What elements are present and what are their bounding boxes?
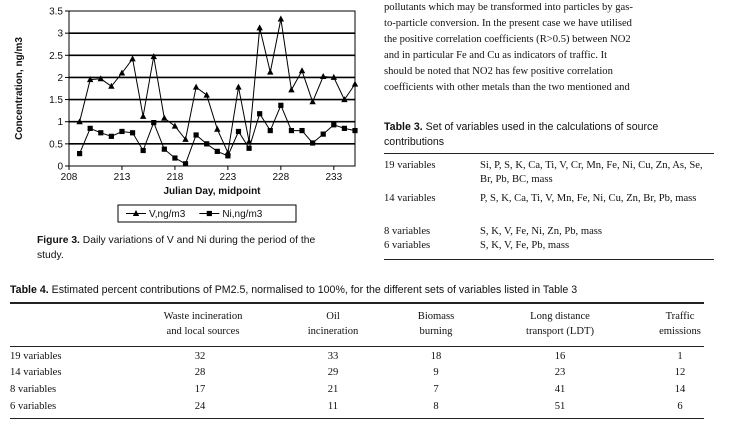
y-tick-label: 3	[57, 28, 63, 40]
v-data-point	[235, 84, 241, 90]
table4-caption	[10, 283, 725, 297]
table3-row-name: 14 variables	[384, 193, 436, 204]
x-tick-label: 228	[272, 172, 290, 183]
table4-cell: 29	[327, 367, 339, 378]
table4-cell: 11	[327, 401, 339, 412]
header-line: burning	[419, 326, 453, 337]
table4-cell: 32	[194, 351, 206, 362]
ni-data-point	[151, 120, 156, 125]
y-tick-label: 0	[57, 161, 63, 173]
table4-cell: 24	[194, 401, 206, 412]
y-tick-label: 1.5	[49, 95, 63, 107]
table4-cell: 16	[554, 351, 566, 362]
v-data-point	[129, 55, 135, 61]
table4-cell: 1	[677, 351, 683, 362]
table3-row	[384, 192, 714, 222]
table3-row-vars: S, K, V, Fe, Pb, mass	[480, 240, 570, 251]
table4-cell: 17	[194, 384, 206, 395]
header-line: Traffic	[665, 311, 695, 322]
table3-caption-text: Set of variables used in the calculations of source	[425, 121, 659, 133]
ni-data-point	[204, 141, 209, 146]
table3-row-name: 19 variables	[384, 160, 436, 171]
x-tick-label: 233	[325, 172, 343, 183]
x-axis-label: Julian Day, midpoint	[163, 186, 261, 197]
ni-data-point	[236, 129, 241, 134]
table4-cell: 51	[554, 401, 566, 412]
y-tick-label: 2.5	[49, 50, 63, 62]
ni-data-point	[342, 126, 347, 131]
table4-header-biomass	[398, 309, 474, 339]
paragraph-line: should be noted that NO2 has few positive correlation	[384, 66, 613, 77]
paragraph-line: to-particle conversion. In the present case we have utilised	[384, 18, 632, 29]
table4-row-name: 19 variables	[10, 351, 62, 362]
ni-data-point	[246, 146, 251, 151]
paragraph-line: the positive correlation coefficients (R>0.5) between NO2	[384, 34, 631, 45]
table4-row-name: 8 variables	[10, 384, 57, 395]
table4-cell: 18	[430, 351, 442, 362]
table4-cell: 41	[554, 384, 566, 395]
body-paragraph	[384, 0, 706, 96]
legend-label: Ni,ng/m3	[222, 209, 263, 220]
y-tick-label: 3.5	[49, 6, 63, 18]
ni-data-point	[321, 132, 326, 137]
line-chart	[0, 0, 370, 232]
v-data-point	[98, 75, 104, 81]
table4-cell: 33	[327, 351, 339, 362]
v-data-point	[204, 92, 210, 98]
v-data-point	[140, 113, 146, 119]
x-tick-label: 213	[113, 172, 131, 183]
ni-data-point	[215, 149, 220, 154]
table3-row-vars: Si, P, S, K, Ca, Ti, V, Cr, Mn, Fe, Ni, Cu, Zn, As, Se, Br, Pb, BC, mass	[480, 160, 703, 185]
table4-header-rule	[10, 346, 704, 347]
table4-header-waste	[138, 309, 268, 339]
ni-data-point	[194, 132, 199, 137]
ni-data-point	[268, 128, 273, 133]
table3-bottom-rule	[384, 259, 714, 260]
table3-caption	[384, 120, 714, 150]
ni-data-point	[278, 103, 283, 108]
header-line: Waste incineration	[163, 311, 243, 322]
header-line: transport (LDT)	[526, 326, 594, 337]
table4-cell: 12	[674, 367, 686, 378]
ni-data-point	[183, 161, 188, 166]
ni-data-point	[119, 129, 124, 134]
v-data-point	[214, 126, 220, 132]
table4-caption-text: Estimated percent contributions of PM2.5, normalised to 100%, for the different sets of variables listed in Table 3	[51, 284, 578, 296]
ni-data-point	[109, 134, 114, 139]
ni-data-point	[352, 128, 357, 133]
header-line: Oil	[326, 311, 340, 322]
legend-label: V,ng/m3	[149, 209, 186, 220]
ni-data-point	[310, 140, 315, 145]
table3-top-rule	[384, 153, 714, 154]
header-line: incineration	[307, 326, 359, 337]
table4-cell: 6	[677, 401, 683, 412]
table4-cell: 9	[433, 367, 439, 378]
table4-cell: 23	[554, 367, 566, 378]
ni-data-point	[172, 155, 177, 160]
ni-data-point	[331, 122, 336, 127]
figure-caption	[37, 233, 357, 263]
ni-data-point	[77, 151, 82, 156]
table3-row-vars: S, K, V, Fe, Ni, Zn, Pb, mass	[480, 226, 603, 237]
y-tick-label: 2	[57, 72, 63, 84]
header-line: and local sources	[166, 326, 240, 337]
y-tick-label: 1	[57, 117, 63, 129]
table3-row-vars: P, S, K, Ca, Ti, V, Mn, Fe, Ni, Cu, Zn, Br, Pb, mass	[480, 193, 697, 204]
table4-header-oil	[283, 309, 383, 339]
x-tick-label: 223	[219, 172, 237, 183]
table3-row-name: 6 variables	[384, 240, 431, 251]
header-line: Biomass	[417, 311, 455, 322]
v-data-point	[320, 73, 326, 79]
table3-row	[384, 239, 714, 253]
ni-data-point	[162, 147, 167, 152]
paragraph-line: pollutants which may be transformed into particles by gas-	[384, 2, 633, 13]
ni-data-point	[141, 148, 146, 153]
ni-data-point	[130, 130, 135, 135]
table3-row	[384, 159, 714, 189]
v-data-point	[352, 81, 358, 87]
table3-row-name: 8 variables	[384, 226, 431, 237]
header-line: emissions	[659, 326, 701, 337]
v-data-point	[299, 67, 305, 73]
table4-cell: 7	[433, 384, 439, 395]
v-data-point	[161, 115, 167, 121]
x-tick-label: 208	[60, 172, 78, 183]
v-data-point	[151, 53, 157, 59]
table4-top-rule	[10, 302, 704, 304]
paragraph-line: coefficients with other metals than the two mentioned and	[384, 82, 630, 93]
v-data-point	[193, 84, 199, 90]
table3-caption-label: Table 3.	[384, 121, 423, 133]
x-tick-label: 218	[166, 172, 184, 183]
v-data-point	[278, 15, 284, 21]
figure-caption-label: Figure 3.	[37, 235, 80, 246]
ni-data-point	[257, 111, 262, 116]
v-data-point	[172, 123, 178, 129]
table4-cell: 21	[327, 384, 339, 395]
table4-caption-label: Table 4.	[10, 284, 49, 296]
table4-cell: 28	[194, 367, 206, 378]
figure-caption-text-2: study.	[37, 250, 64, 261]
ni-data-point	[299, 128, 304, 133]
figure-caption-text: Daily variations of V and Ni during the period of the	[82, 235, 316, 246]
ni-data-point	[88, 126, 93, 131]
v-data-point	[288, 86, 294, 92]
table4-header-ldt	[500, 309, 620, 339]
ni-data-point	[98, 130, 103, 135]
ni-data-point	[289, 128, 294, 133]
y-tick-label: 0.5	[49, 139, 63, 151]
legend-marker-square	[207, 211, 212, 216]
table3-caption-text-2: contributions	[384, 136, 445, 148]
paragraph-line: and in particular Fe and Cu as indicators of traffic. It	[384, 50, 608, 61]
v-data-point	[256, 24, 262, 30]
table3-row	[384, 225, 714, 239]
table4-cell: 8	[433, 401, 439, 412]
v-data-point	[267, 69, 273, 75]
header-line: Long distance	[530, 311, 590, 322]
table4-bottom-rule	[10, 418, 704, 419]
ni-data-point	[225, 153, 230, 158]
table4-cell: 14	[674, 384, 686, 395]
table4-row-name: 14 variables	[10, 367, 62, 378]
table4-header-traffic	[645, 309, 715, 339]
y-axis-label: Concentration, ng/m3	[14, 37, 25, 140]
table4-row-name: 6 variables	[10, 401, 57, 412]
series-line	[80, 105, 355, 164]
